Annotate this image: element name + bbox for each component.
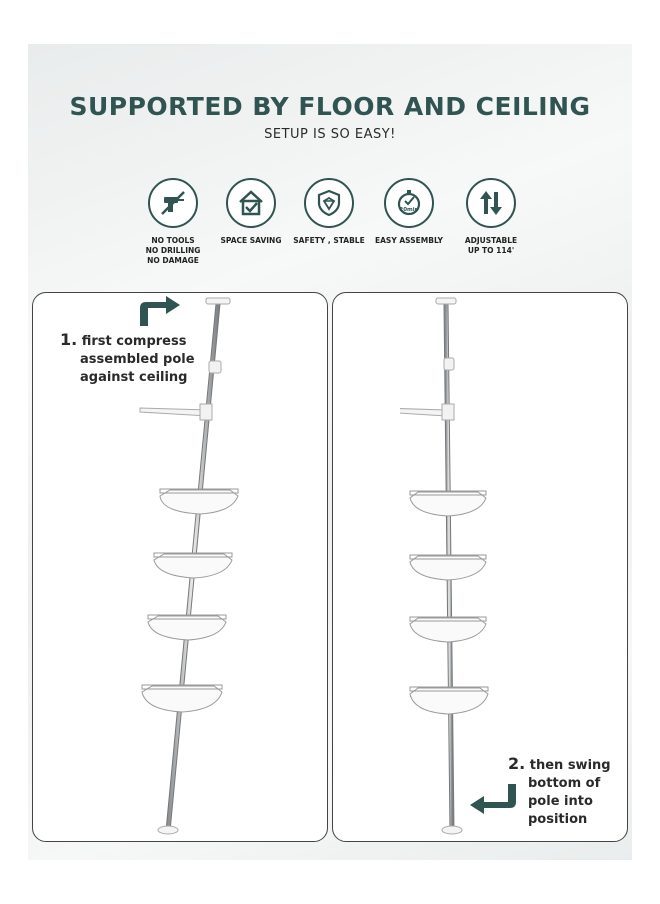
caddy-pole-tilted <box>120 296 250 836</box>
feature-adjustable <box>446 178 536 256</box>
up-down-arrows-icon <box>466 178 516 228</box>
feature-space-saving <box>206 178 296 246</box>
timer-icon <box>384 178 434 228</box>
house-check-icon <box>226 178 276 228</box>
feature-label: ADJUSTABLE UP TO 114' <box>464 236 518 255</box>
caddy-pole-vertical <box>400 296 510 836</box>
feature-label: EASY ASSEMBLY <box>375 236 443 245</box>
feature-label: SAFETY , STABLE <box>293 236 365 245</box>
step1-text: 1. first compress assembled pole against ceiling <box>60 330 195 385</box>
feature-easy-assembly <box>364 178 454 246</box>
step2-text: 2. then swing bottom of pole into position <box>508 754 611 827</box>
no-drill-icon <box>148 178 198 228</box>
feature-safety <box>284 178 374 246</box>
feature-label: SPACE SAVING <box>220 236 282 245</box>
shield-icon <box>304 178 354 228</box>
feature-label: NO TOOLS NO DRILLING NO DAMAGE <box>145 236 201 265</box>
page-title: SUPPORTED BY FLOOR AND CEILING <box>69 92 591 121</box>
feature-no-tools <box>128 178 218 266</box>
timer-text: 20min <box>399 207 419 213</box>
page-subtitle: SETUP IS SO EASY! <box>264 127 396 142</box>
